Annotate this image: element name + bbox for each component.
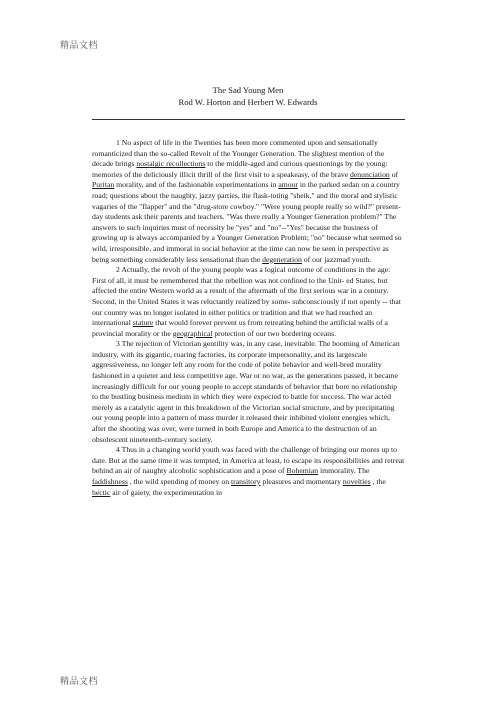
underlined-word: Puritan: [92, 180, 115, 190]
text-run: 4 Thus in a changing world youth was faced with the challenge of bringing our mores up to date. But at the same time it was tempted, in America at least, to escape its responsibilities and retreat behind an air of naughty alcoholic sophistication and a pose of: [92, 445, 405, 476]
text-run: in the parked sedan on a country road; questions about the naughty, jazzy parties, the flask-toting "sheik," and the moral and stylistic vagaries of the "flapper" and the "drug-store cowboy." "Were young people really so wild?" present-day students ask their parents and teachers. "Was there really a Younger Generation problem?" The answers to such inquiries must of necessity be "yes" and "no"--"Yes" because the business of growing up is always accompanied by a Younger Generation Problem; "no" because what seemed so wild, irresponsible, and immoral in social behavior at the time can now be seen in perspective as being something considerably less sensational than the: [92, 180, 402, 264]
text-run: air of gaiety, the experimentation in: [110, 487, 222, 497]
text-run: of our jazzmad youth.: [301, 254, 372, 264]
watermark-footer: 精品文档: [60, 676, 99, 686]
text-run: , the: [370, 477, 386, 486]
underlined-word: stature: [132, 318, 154, 328]
underlined-word: amour: [278, 180, 298, 190]
text-run: morality, and of the fashionable experimentations in: [114, 180, 279, 190]
text-run: pleasures and momentary: [260, 477, 343, 486]
article-body: [92, 138, 405, 498]
paragraph-4: [92, 445, 405, 498]
underlined-word: faddishness: [92, 477, 128, 486]
paragraph-2: [92, 265, 405, 339]
text-run: that would forever prevent us from retreating behind the artificial walls of a provincial morality or the: [92, 318, 388, 338]
document-title: The Sad Young Men: [212, 85, 284, 95]
underlined-word: geographical: [172, 328, 213, 338]
underlined-word: novelties: [342, 477, 371, 486]
document-authors: Rod W. Horton and Herbert W. Edwards: [178, 97, 318, 107]
text-run: 1 No aspect of life in the Twenties has been more commented upon and sensationally romanticized than the so-called Revolt of the Younger Generation. The slightest mention of the decade brings: [92, 138, 385, 169]
text-run: 3 The rejection of Victorian gentility was, in any case, inevitable. The booming of American industry, with its gigantic, roaring factories, its corporate impersonality, and its largescale aggressiveness, no longer left any room for the code of polite behavior and well-bred morality fashioned in a quieter and less competitive age. War or no war, as the generations passed, it became increasingly difficult for our young people to accept standards of behavior that bore no relationship to the bustling business medium in which they were expected to battle for success. The war acted merely as a catalytic agent in this breakdown of the Victorian social structure, and by precipitating our young people into a pattern of mass murder it released their inhibited violent energies which, after the shooting was over, were turned in both Europe and America to the destruction of an obsolescent nineteenth-century society.: [92, 339, 400, 444]
text-run: of: [389, 169, 399, 179]
paragraph-1: [92, 138, 405, 265]
text-run: , the wild spending of money on: [127, 477, 232, 486]
underlined-word: Bohemian: [286, 466, 319, 476]
text-run: to the middle-aged and curious questionings by the young: memories of the deliciously illicit thrill of the first visit to a speakeasy, of the brave: [92, 159, 388, 179]
paragraph-3: [92, 339, 405, 445]
watermark-header: 精品文档: [60, 40, 99, 50]
underlined-word: denunciation: [350, 169, 390, 179]
underlined-word: degeneration: [262, 254, 302, 264]
text-run: protection of our two bordering oceans.: [212, 328, 337, 338]
text-run: 2 Actually, the revolt of the young people was a logical outcome of conditions in the age: First of all, it must be remembered that the rebellion was not confined to the Unit- ed States, but affected the entire Western world as a result of the aftermath of the first serious war in a century. Second, in the United States it was reluctantly realized by some- subconsciously if not openly -- that our country was no longer isolated in either politics or tradition and that we had reached an international: [92, 265, 401, 328]
underlined-word: nostalgic recollections: [136, 159, 206, 169]
underlined-word: transitory: [231, 477, 261, 486]
title-divider: [92, 119, 405, 120]
underlined-word: hectic: [92, 487, 111, 497]
text-run: immorality. The: [318, 466, 370, 476]
